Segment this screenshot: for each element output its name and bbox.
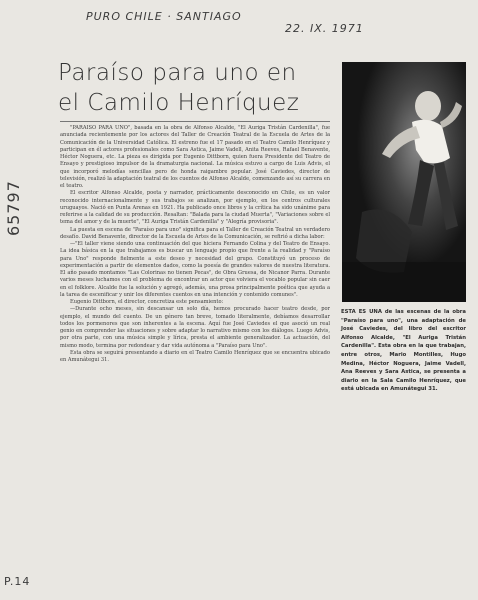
handwritten-date: 22. IX. 1971 bbox=[285, 22, 364, 35]
photo-caption bbox=[341, 308, 466, 394]
handwritten-source-note: PURO CHILE · SANTIAGO bbox=[86, 10, 242, 23]
scene-photo bbox=[342, 62, 466, 302]
headline-line-2: el Camilo Henríquez bbox=[58, 90, 300, 116]
paragraph: Eugenio Dittborn, el director, concretiza este pensamiento: bbox=[70, 299, 224, 305]
paragraph: —Durante ocho meses, sin descansar un solo día, hemos procurado hacer teatro desde, por ejemplo, el mundo del cuento. De un género tan breve, tomado literalmente, debíamos desarrollar todos los pormenores que son inherentes a la escena. Aquí fue José Caviedes el que asoció un real genio en comprender las situaciones y sobre adaptar lo narrativo mismo con los diálogos. Luego Advis, por otra parte, con una música simple y lírica, presta el ambiente generalizador. La actuación, del mismo modo, termina por redondear y dar vida autónoma a "Paraíso para Uno". bbox=[60, 306, 330, 349]
article-headline bbox=[58, 58, 338, 118]
paragraph: La puesta en escena de "Paraíso para uno" significa para el Taller de Creación Teatral un verdadero desafío. David Benavente, director de la Escuela de Artes de la Comunicación, se refirió a dicha labor: bbox=[60, 226, 330, 240]
handwritten-archive-code: 65797 bbox=[4, 180, 23, 236]
paragraph: "PARAISO PARA UNO", basada en la obra de Alfonso Alcalde, "El Auriga Tristán Cardenilla", fue anunciada recientemente por los actores del Taller de Creación Teatral de la Escuela de Artes de la Comunicación de la Universidad Católica. El estreno fue el 17 pasado en el Teatro Camilo Henríquez y participan en él actores profesionales como Sara Astica, Jaime Vadell, Anita Reeves, Rafael Benavente, Héctor Noguera, etc. La pieza es dirigida por Eugenio Dittborn, quien fuera Presidente del Teatro de Ensayo y prestigioso impulsor de la dramaturgia nacional. La música estuvo a cargo de Luis Advis, el que incorporó melodías sencillas pero de honda raigambre popular. José Caviedes, director de televisión, realizó la adaptación teatral de los cuentos de Alfonso Alcalde, comenzando así su carrera en el teatro. bbox=[60, 125, 330, 189]
headline-rule bbox=[60, 121, 330, 122]
caption-text: de las escenas de la obra "Paraíso para uno", una adaptación de José Caviedes, del libro del escritor Alfonso Alcalde, "El Auriga Tristán Cardenilla". Esta obra en la que trabajan, entre otros, Mario Montilles, Hugo Medina, Héctor Noguera, Jaime Vadell, Ana Reeves y Sara Astica, se presenta a diario en la Sala Camilo Henríquez, que está ubicada en Amunátegui 31. bbox=[341, 309, 466, 393]
paragraph: —"El taller viene siendo una continuación del que hiciera Fernando Colina y del Teatro de Ensayo. La idea básica en la que trabajamos es buscar un lenguaje propio que frente a la realidad y "Paraíso para Uno" responde fielmente a este deseo y necesidad del grupo. Constituyó un proceso de experimentación a partir de elementos dados, como la poesía de grandes valores de nuestra literatura. El año pasado montamos "Las Colorinas no tienen Pecas", de Obra Gruesa, de Nicanor Parra. Durante varios meses luchamos con el problema de encontrar un actor que volviera el vocablo popular sin caer en el folklore. Alcalde fue la solución y agregó, además, una prosa principalmente poética que ayuda a la tarea de escenificar y unir los diferentes cuentos en una intención y contenido comunes". bbox=[60, 241, 330, 298]
article-body bbox=[60, 125, 330, 364]
scene-photo-image bbox=[342, 62, 466, 302]
paragraph: El escritor Alfonso Alcalde, poeta y narrador, prácticamente desconocido en Chile, es un valor reconocido internacionalmente y sus trabajos se analizan, por ejemplo, en los centros culturales uruguayos. Nació en Punta Arenas en 1921. Ha publicado once libros y la crítica ha sido unánime para referirse a la calidad de su producción. Resaltan: "Balada para la ciudad Muerta", "Variaciones sobre el tema del amor y de la muerte", "El Auriga Tristán Cardenilla" y "Alegría provisoria". bbox=[60, 190, 330, 226]
caption-lead: ESTA ES UNA bbox=[341, 309, 382, 315]
paragraph: Esta obra se seguirá presentando a diario en el Teatro Camilo Henríquez que se encuentra ubicado en Amunátegui 31. bbox=[60, 349, 330, 363]
headline-line-1: Paraíso para uno en bbox=[58, 60, 297, 86]
handwritten-page-number: P.14 bbox=[4, 575, 31, 588]
